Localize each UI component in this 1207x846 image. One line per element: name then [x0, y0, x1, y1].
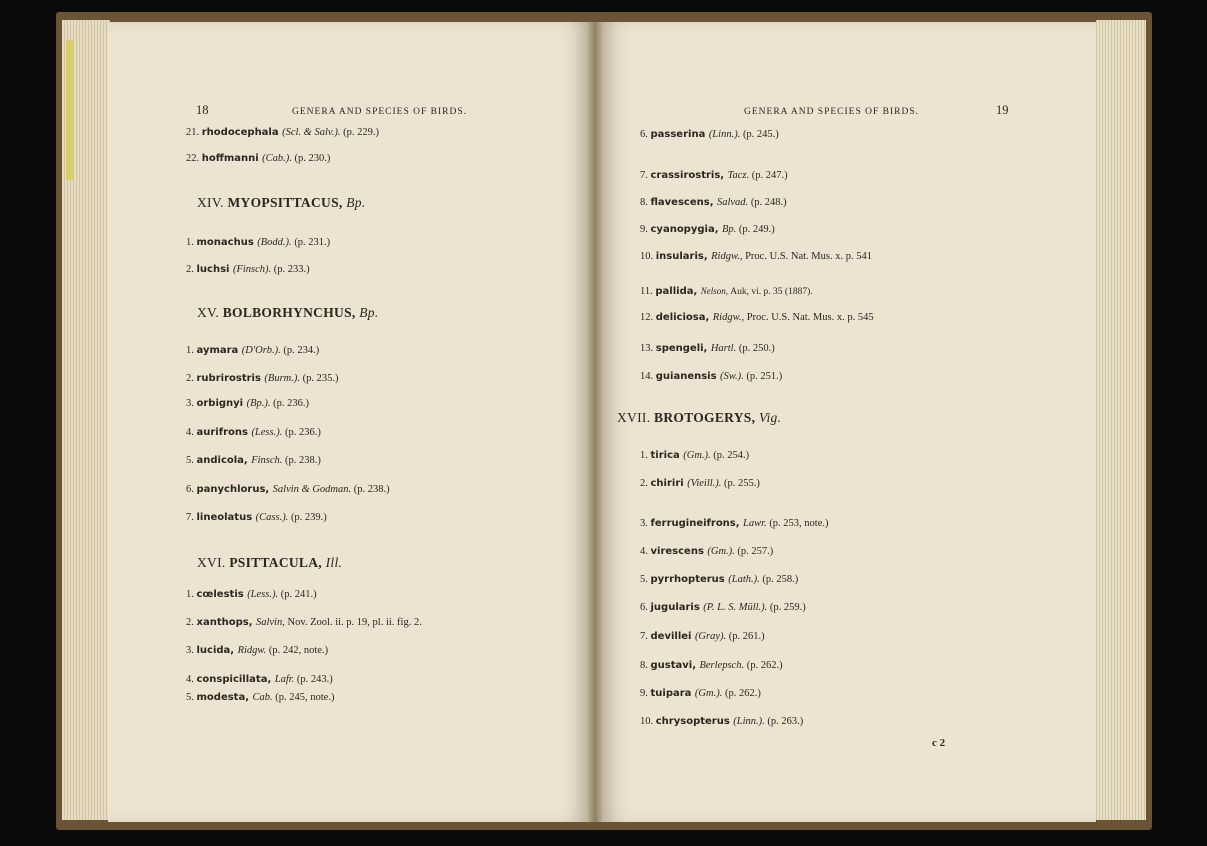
species-name: xanthops,	[196, 617, 256, 628]
species-author: (Linn.).	[708, 129, 743, 140]
species-name: lineolatus	[196, 512, 256, 523]
species-reference: (p. 231.)	[294, 237, 331, 248]
left-page	[108, 22, 590, 822]
genus-name: BOLBORHYNCHUS,	[222, 305, 360, 320]
species-author: (Burm.).	[264, 373, 303, 384]
genus-name: PSITTACULA,	[229, 555, 326, 570]
species-entry	[640, 478, 760, 490]
species-reference: (p. 239.)	[290, 512, 327, 523]
species-number: 6.	[640, 602, 651, 613]
species-author: (Finsch).	[232, 264, 274, 275]
species-author: (Bodd.).	[257, 237, 295, 248]
species-number: 5.	[186, 692, 197, 703]
species-name: guianensis	[655, 371, 721, 382]
species-reference: Proc. U.S. Nat. Mus. x. p. 541	[745, 251, 872, 262]
species-author: (Less.).	[247, 589, 281, 600]
species-author: Cab.	[252, 692, 276, 703]
species-entry	[640, 224, 775, 236]
species-number: 9.	[640, 224, 651, 235]
species-entry	[640, 574, 798, 586]
genus-roman-numeral: XVII.	[617, 410, 655, 425]
species-name: chiriri	[650, 478, 688, 489]
species-author: (P. L. S. Müll.).	[703, 602, 770, 613]
species-reference: (p. 245, note.)	[275, 692, 335, 703]
species-entry	[640, 371, 782, 383]
species-author: (Bp.).	[246, 398, 274, 409]
species-entry	[640, 197, 787, 209]
species-entry	[640, 312, 874, 324]
species-author: Nelson,	[700, 286, 731, 296]
species-entry	[186, 617, 422, 629]
species-author: (Scl. & Salv.).	[282, 127, 344, 138]
species-number: 2.	[186, 617, 197, 628]
genus-author: Bp.	[359, 305, 379, 320]
species-author: Ridgw.,	[712, 312, 747, 323]
species-number: 11.	[640, 286, 656, 297]
species-entry	[640, 716, 803, 728]
genus-author: Bp.	[346, 195, 366, 210]
species-entry	[640, 546, 773, 558]
species-number: 9.	[640, 688, 651, 699]
genus-name: BROTOGERYS,	[654, 410, 759, 425]
species-number: 7.	[186, 512, 197, 523]
species-name: luchsi	[196, 264, 233, 275]
right-running-header: GENERA AND SPECIES OF BIRDS.	[744, 107, 920, 117]
species-entry	[640, 660, 783, 672]
genus-author: Ill.	[325, 555, 343, 570]
species-entry	[186, 674, 333, 686]
species-name: aymara	[196, 345, 242, 356]
species-entry	[640, 688, 761, 700]
species-reference: (p. 262.)	[746, 660, 783, 671]
species-number: 3.	[186, 645, 197, 656]
species-entry	[186, 589, 317, 601]
species-author: Finsch.	[251, 455, 286, 466]
species-name: panychlorus,	[196, 484, 273, 495]
species-entry	[186, 345, 319, 357]
species-reference: (p. 262.)	[724, 688, 761, 699]
species-name: virescens	[650, 546, 708, 557]
species-name: monachus	[196, 237, 258, 248]
species-reference: (p. 249.)	[738, 224, 775, 235]
species-name: jugularis	[650, 602, 704, 613]
species-number: 10.	[640, 251, 656, 262]
species-reference: (p. 229.)	[343, 127, 380, 138]
species-name: pyrrhopterus	[650, 574, 729, 585]
signature-mark: c 2	[932, 737, 946, 749]
species-entry	[186, 373, 338, 385]
species-entry	[640, 129, 779, 141]
species-author: (Cab.).	[262, 153, 295, 164]
species-reference: (p. 261.)	[728, 631, 765, 642]
species-reference: (p. 236.)	[273, 398, 310, 409]
species-reference: (p. 242, note.)	[268, 645, 329, 656]
species-entry	[640, 631, 765, 643]
species-number: 3.	[640, 518, 651, 529]
species-name: andicola,	[196, 455, 252, 466]
species-reference: (p. 235.)	[302, 373, 339, 384]
species-reference: (p. 248.)	[750, 197, 787, 208]
species-number: 10.	[640, 716, 656, 727]
species-reference: (p. 250.)	[738, 343, 775, 354]
species-number: 2.	[186, 373, 197, 384]
species-name: deliciosa,	[655, 312, 713, 323]
species-entry	[640, 170, 788, 182]
species-entry	[186, 512, 327, 524]
species-number: 4.	[186, 674, 197, 685]
genus-name: MYOPSITTACUS,	[227, 195, 347, 210]
species-reference: (p. 254.)	[713, 450, 750, 461]
species-name: chrysopterus	[655, 716, 734, 727]
species-entry	[186, 153, 330, 165]
species-author: Salvad.	[716, 197, 751, 208]
species-number: 3.	[186, 398, 197, 409]
species-number: 14.	[640, 371, 656, 382]
species-number: 2.	[186, 264, 197, 275]
species-number: 1.	[186, 589, 197, 600]
species-number: 4.	[640, 546, 651, 557]
species-reference: (p. 247.)	[751, 170, 788, 181]
species-number: 8.	[640, 660, 651, 671]
species-entry	[640, 518, 829, 530]
species-number: 7.	[640, 170, 651, 181]
species-reference: (p. 230.)	[294, 153, 331, 164]
species-name: passerina	[650, 129, 709, 140]
species-name: crassirostris,	[650, 170, 728, 181]
species-author: (Sw.).	[720, 371, 747, 382]
species-entry	[640, 343, 775, 355]
species-reference: (p. 243.)	[296, 674, 333, 685]
species-reference: Proc. U.S. Nat. Mus. x. p. 545	[746, 312, 874, 323]
species-author: Salvin,	[255, 617, 288, 628]
left-running-header: GENERA AND SPECIES OF BIRDS.	[292, 107, 468, 117]
species-reference: (p. 251.)	[746, 371, 783, 382]
species-entry	[186, 264, 310, 276]
species-name: tirica	[650, 450, 684, 461]
bookmark-slip	[66, 40, 74, 180]
species-reference: (p. 255.)	[724, 478, 760, 489]
species-author: (Less.).	[251, 427, 285, 438]
species-reference: (p. 259.)	[769, 602, 806, 613]
genus-roman-numeral: XIV.	[197, 195, 228, 210]
species-name: spengeli,	[655, 343, 711, 354]
species-author: Ridgw.,	[711, 251, 746, 262]
genus-heading	[197, 557, 342, 569]
species-reference: (p. 245.)	[742, 129, 779, 140]
species-reference: Auk, vi. p. 35 (1887).	[730, 287, 813, 297]
species-name: insularis,	[655, 251, 712, 262]
right-page-number: 19	[996, 103, 1009, 117]
species-reference: (p. 257.)	[737, 546, 774, 557]
species-entry	[640, 602, 806, 614]
species-entry	[640, 450, 749, 462]
species-entry	[186, 645, 328, 657]
species-entry	[186, 692, 334, 704]
species-author: (Gm.).	[694, 688, 725, 699]
species-reference: (p. 236.)	[284, 427, 321, 438]
species-author: Lafr.	[274, 674, 297, 685]
species-author: (Lath.).	[728, 574, 763, 585]
genus-heading	[197, 197, 366, 209]
species-entry	[186, 398, 309, 410]
species-reference: (p. 238.)	[285, 455, 321, 466]
species-author: Bp.	[721, 224, 739, 235]
species-number: 8.	[640, 197, 651, 208]
species-number: 22.	[186, 153, 202, 164]
species-reference: (p. 234.)	[283, 345, 320, 356]
species-name: gustavi,	[650, 660, 700, 671]
species-name: pallida,	[655, 286, 701, 297]
species-number: 2.	[640, 478, 651, 489]
species-name: lucida,	[196, 645, 238, 656]
species-reference: (p. 258.)	[762, 574, 799, 585]
species-reference: Nov. Zool. ii. p. 19, pl. ii. fig. 2.	[287, 617, 422, 628]
species-entry	[186, 127, 379, 139]
species-entry	[186, 484, 390, 496]
genus-roman-numeral: XVI.	[197, 555, 230, 570]
species-name: hoffmanni	[201, 153, 263, 164]
species-reference: (p. 253, note.)	[769, 518, 829, 529]
species-entry	[186, 427, 321, 439]
species-name: cœlestis	[196, 589, 248, 600]
genus-heading	[197, 307, 379, 319]
species-author: Ridgw.	[237, 645, 269, 656]
species-number: 1.	[186, 345, 197, 356]
species-reference: (p. 233.)	[273, 264, 310, 275]
left-page-number: 18	[196, 103, 209, 117]
species-author: Tacz.	[727, 170, 752, 181]
species-author: (D'Orb.).	[241, 345, 284, 356]
species-name: rubrirostris	[196, 373, 265, 384]
species-reference: (p. 263.)	[767, 716, 804, 727]
species-number: 4.	[186, 427, 197, 438]
species-author: Hartl.	[710, 343, 739, 354]
species-author: (Linn.).	[733, 716, 768, 727]
species-author: Lawr.	[743, 518, 770, 529]
species-number: 5.	[640, 574, 651, 585]
species-entry	[186, 237, 330, 249]
species-number: 6.	[186, 484, 197, 495]
species-author: (Gray).	[694, 631, 729, 642]
species-number: 6.	[640, 129, 651, 140]
species-reference: (p. 238.)	[353, 484, 390, 495]
species-number: 1.	[186, 237, 197, 248]
species-name: flavescens,	[650, 197, 717, 208]
species-author: (Gm.).	[683, 450, 714, 461]
species-author: Salvin & Godman.	[272, 484, 354, 495]
book-gutter	[588, 22, 602, 822]
species-name: ferrugineifrons,	[650, 518, 744, 529]
species-entry	[640, 251, 872, 263]
species-name: conspicillata,	[196, 674, 275, 685]
species-number: 13.	[640, 343, 656, 354]
species-author: (Vieill.).	[687, 478, 725, 489]
species-name: orbignyi	[196, 398, 247, 409]
species-author: (Gm.).	[707, 546, 738, 557]
species-reference: (p. 241.)	[280, 589, 317, 600]
genus-heading	[617, 412, 781, 424]
species-name: modesta,	[196, 692, 253, 703]
species-entry	[186, 455, 321, 467]
genus-roman-numeral: XV.	[197, 305, 223, 320]
species-author: (Cass.).	[255, 512, 291, 523]
species-number: 21.	[186, 127, 202, 138]
species-number: 1.	[640, 450, 651, 461]
species-author: Berlepsch.	[699, 660, 747, 671]
species-number: 12.	[640, 312, 656, 323]
species-entry	[640, 285, 813, 298]
species-name: cyanopygia,	[650, 224, 722, 235]
species-number: 7.	[640, 631, 651, 642]
species-name: rhodocephala	[201, 127, 283, 138]
species-name: tuipara	[650, 688, 695, 699]
species-name: aurifrons	[196, 427, 252, 438]
species-name: devillei	[650, 631, 695, 642]
right-page-edges	[1096, 20, 1146, 820]
species-number: 5.	[186, 455, 197, 466]
genus-author: Vig.	[758, 410, 782, 425]
